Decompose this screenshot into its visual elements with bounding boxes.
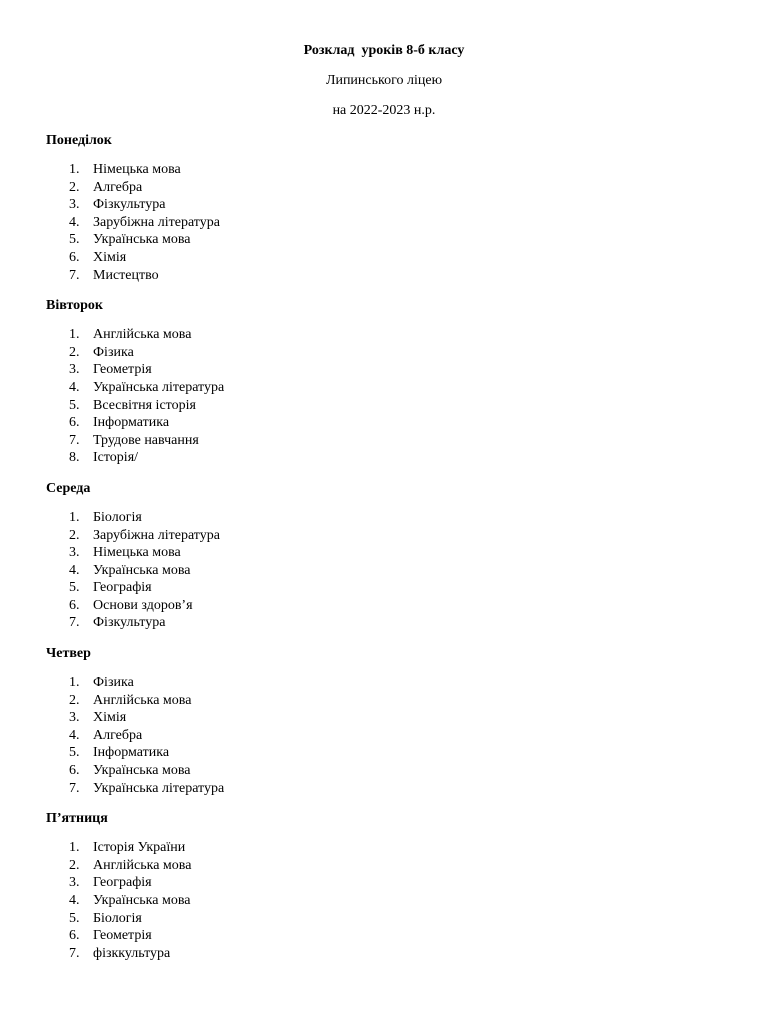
lesson-number: 1. — [69, 509, 80, 525]
lesson-list — [46, 839, 726, 962]
lesson-name: Фізика — [93, 344, 134, 360]
list-item — [46, 839, 726, 857]
day-heading: Вівторок — [46, 298, 103, 314]
document-school-year: на 2022-2023 н.р. — [332, 103, 436, 118]
lesson-number: 5. — [69, 397, 80, 413]
list-item — [46, 857, 726, 875]
list-item — [46, 196, 726, 214]
day-heading: Середа — [46, 480, 91, 496]
lesson-list — [46, 674, 726, 797]
day-heading: Понеділок — [46, 133, 112, 148]
lesson-number: 3. — [69, 545, 80, 561]
lesson-number: 2. — [69, 179, 80, 195]
lesson-number: 7. — [69, 780, 80, 796]
lesson-name: Історія України — [93, 840, 186, 856]
list-item — [46, 579, 726, 597]
lesson-name: Географія — [93, 875, 152, 891]
list-item — [46, 614, 726, 632]
list-item — [46, 509, 726, 527]
day-section — [46, 645, 726, 797]
list-item — [46, 344, 726, 362]
list-item — [46, 544, 726, 562]
lesson-name: Історія/ — [93, 450, 139, 466]
lesson-list — [46, 161, 726, 284]
list-item — [46, 379, 726, 397]
lesson-name: Мистецтво — [93, 267, 159, 283]
list-item — [46, 709, 726, 727]
lesson-name: Англійська мова — [93, 327, 192, 343]
lesson-number: 2. — [69, 857, 80, 873]
lesson-number: 2. — [69, 692, 80, 708]
schedule-days — [46, 132, 726, 975]
lesson-number: 6. — [69, 249, 80, 265]
lesson-name: Українська мова — [93, 562, 191, 578]
list-item — [46, 744, 726, 762]
lesson-number: 7. — [69, 615, 80, 631]
list-item — [46, 874, 726, 892]
lesson-number: 6. — [69, 415, 80, 431]
day-section — [46, 480, 726, 632]
document-title: Розклад уроків 8-б класу — [303, 43, 465, 58]
lesson-number: 2. — [69, 344, 80, 360]
lesson-name: Основи здоров’я — [93, 597, 193, 613]
lesson-number: 7. — [69, 945, 80, 961]
list-item — [46, 161, 726, 179]
lesson-number: 4. — [69, 562, 80, 578]
lesson-number: 4. — [69, 893, 80, 908]
list-item — [46, 326, 726, 344]
lesson-number: 4. — [69, 727, 80, 743]
list-item — [46, 780, 726, 798]
lesson-number: 7. — [69, 432, 80, 448]
list-item — [46, 361, 726, 379]
list-item — [46, 674, 726, 692]
lesson-name: Німецька мова — [93, 545, 181, 561]
day-heading: П’ятниця — [46, 811, 108, 827]
lesson-name: Інформатика — [93, 415, 170, 431]
list-item — [46, 527, 726, 545]
day-heading: Четвер — [46, 646, 91, 662]
lesson-list — [46, 326, 726, 467]
lesson-name: Німецька мова — [93, 162, 181, 177]
lesson-number: 1. — [69, 162, 80, 177]
lesson-name: Геометрія — [93, 362, 152, 378]
lesson-number: 3. — [69, 362, 80, 378]
list-item — [46, 414, 726, 432]
lesson-number: 4. — [69, 214, 80, 230]
lesson-number: 2. — [69, 527, 80, 543]
lesson-name: Фізкультура — [93, 197, 166, 213]
lesson-name: Хімія — [93, 710, 127, 726]
lesson-number: 3. — [69, 710, 80, 726]
list-item — [46, 214, 726, 232]
lesson-name: Зарубіжна література — [93, 214, 220, 230]
list-item — [46, 432, 726, 450]
list-item — [46, 727, 726, 745]
list-item — [46, 892, 726, 910]
lesson-name: Біологія — [93, 910, 142, 926]
lesson-number: 3. — [69, 875, 80, 891]
lesson-number: 1. — [69, 675, 80, 691]
lesson-number: 8. — [69, 450, 80, 466]
lesson-name: Трудове навчання — [93, 432, 199, 448]
lesson-name: Алгебра — [93, 179, 143, 195]
lesson-number: 6. — [69, 928, 80, 944]
list-item — [46, 249, 726, 267]
lesson-number: 1. — [69, 840, 80, 856]
lesson-name: Геометрія — [93, 928, 152, 944]
lesson-name: Фізкультура — [93, 615, 166, 631]
lesson-number: 7. — [69, 267, 80, 283]
list-item — [46, 927, 726, 945]
document-subtitle: Липинського ліцею — [325, 73, 443, 88]
day-section — [46, 297, 726, 467]
lesson-number: 3. — [69, 197, 80, 213]
lesson-name: Зарубіжна література — [93, 527, 220, 543]
lesson-number: 5. — [69, 910, 80, 926]
lesson-name: Українська мова — [93, 893, 191, 908]
list-item — [46, 562, 726, 580]
lesson-name: Англійська мова — [93, 857, 192, 873]
list-item — [46, 231, 726, 249]
lesson-name: Хімія — [93, 249, 127, 265]
lesson-name: Географія — [93, 580, 152, 596]
lesson-name: фізккультура — [93, 945, 171, 961]
lesson-number: 1. — [69, 327, 80, 343]
lesson-name: Українська література — [93, 379, 225, 395]
list-item — [46, 449, 726, 467]
lesson-number: 6. — [69, 597, 80, 613]
list-item — [46, 597, 726, 615]
lesson-name: Інформатика — [93, 745, 170, 761]
list-item — [46, 945, 726, 963]
lesson-number: 5. — [69, 232, 80, 248]
list-item — [46, 267, 726, 285]
lesson-name: Українська мова — [93, 232, 191, 248]
lesson-number: 5. — [69, 745, 80, 761]
lesson-name: Біологія — [93, 509, 142, 525]
lesson-name: Українська мова — [93, 763, 191, 779]
list-item — [46, 179, 726, 197]
list-item — [46, 692, 726, 710]
lesson-name: Англійська мова — [93, 692, 192, 708]
day-section — [46, 132, 726, 284]
lesson-number: 6. — [69, 763, 80, 779]
list-item — [46, 762, 726, 780]
day-section — [46, 810, 726, 962]
list-item — [46, 910, 726, 928]
lesson-name: Всесвітня історія — [93, 397, 196, 413]
lesson-name: Фізика — [93, 675, 134, 691]
lesson-list — [46, 509, 726, 632]
lesson-number: 4. — [69, 379, 80, 395]
list-item — [46, 397, 726, 415]
lesson-name: Алгебра — [93, 727, 143, 743]
lesson-name: Українська література — [93, 780, 225, 796]
lesson-number: 5. — [69, 580, 80, 596]
